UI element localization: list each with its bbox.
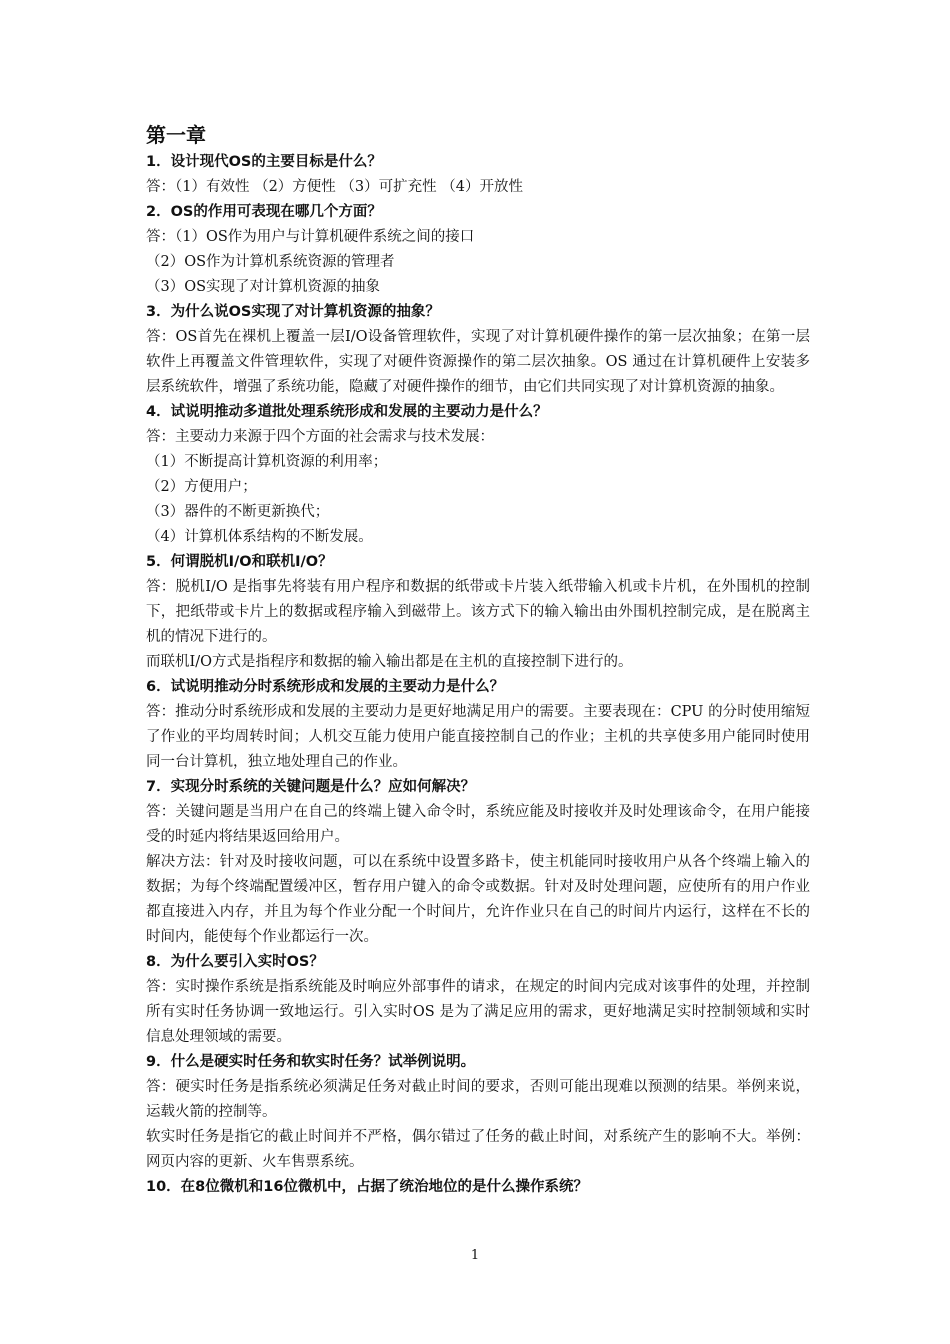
chapter-title: 第一章: [146, 123, 206, 147]
answer-4-para-5: （4）计算机体系结构的不断发展。: [146, 529, 373, 545]
answer-4-para-1: 答：主要动力来源于四个方面的社会需求与技术发展：: [146, 429, 494, 445]
document-page: [146, 120, 810, 1200]
answer-2-para-1: 答：（1）OS作为用户与计算机硬件系统之间的接口: [146, 229, 475, 245]
question-3: 3．为什么说OS实现了对计算机资源的抽象？: [146, 304, 440, 320]
answer-5-para-2: 而联机I/O方式是指程序和数据的输入输出都是在主机的直接控制下进行的。: [146, 654, 633, 670]
answer-4-para-2: （1）不断提高计算机资源的利用率；: [146, 454, 388, 470]
question-7: 7．实现分时系统的关键问题是什么？应如何解决？: [146, 779, 476, 795]
answer-4-para-4: （3）器件的不断更新换代；: [146, 504, 330, 520]
answer-7-para-1: 答：关键问题是当用户在自己的终端上键入命令时，系统应能及时接收并及时处理该命令，在用户能接受的时延内将结果返回给用户。: [146, 804, 810, 845]
question-2: 2．OS的作用可表现在哪几个方面？: [146, 204, 382, 220]
page-number: 1: [470, 1248, 480, 1263]
question-9: 9．什么是硬实时任务和软实时任务？试举例说明。: [146, 1054, 476, 1070]
answer-5-para-1: 答：脱机I/O 是指事先将装有用户程序和数据的纸带或卡片装入纸带输入机或卡片机，在外围机的控制下，把纸带或卡片上的数据或程序输入到磁带上。该方式下的输入输出由外围机控制完成，是在脱离主机的情况下进行的。: [146, 579, 810, 645]
question-6: 6．试说明推动分时系统形成和发展的主要动力是什么？: [146, 679, 505, 695]
answer-9-para-2: 软实时任务是指它的截止时间并不严格，偶尔错过了任务的截止时间，对系统产生的影响不大。举例：网页内容的更新、火车售票系统。: [146, 1129, 810, 1170]
question-1: 1．设计现代OS的主要目标是什么？: [146, 154, 382, 170]
question-8: 8．为什么要引入实时OS？: [146, 954, 324, 970]
answer-7-para-2: 解决方法：针对及时接收问题，可以在系统中设置多路卡，使主机能同时接收用户从各个终端上输入的数据；为每个终端配置缓冲区，暂存用户键入的命令或数据。针对及时处理问题，应使所有的用户作业都直接进入内存，并且为每个作业分配一个时间片，允许作业只在自己的时间片内运行，这样在不长的时间内，能使每个作业都运行一次。: [146, 854, 810, 945]
answer-8-para-1: 答：实时操作系统是指系统能及时响应外部事件的请求，在规定的时间内完成对该事件的处理，并控制所有实时任务协调一致地运行。引入实时OS 是为了满足应用的需求，更好地满足实时控制领域和实时信息处理领域的需要。: [146, 979, 810, 1045]
question-5: 5．何谓脱机I/O和联机I/O？: [146, 554, 333, 570]
answer-2-para-3: （3）OS实现了对计算机资源的抽象: [146, 279, 381, 295]
answer-2-para-2: （2）OS作为计算机系统资源的管理者: [146, 254, 395, 270]
answer-4-para-3: （2）方便用户；: [146, 479, 257, 495]
question-4: 4．试说明推动多道批处理系统形成和发展的主要动力是什么？: [146, 404, 548, 420]
answer-3-para-1: 答：OS首先在裸机上覆盖一层I/O设备管理软件，实现了对计算机硬件操作的第一层次抽象；在第一层软件上再覆盖文件管理软件，实现了对硬件资源操作的第二层次抽象。OS 通过在计算机硬件上安装多层系统软件，增强了系统功能，隐藏了对硬件操作的细节，由它们共同实现了对计算机资源的抽象。: [146, 329, 810, 395]
qa-list: [146, 150, 810, 1200]
answer-1-para-1: 答：（1）有效性 （2）方便性 （3）可扩充性 （4）开放性: [146, 179, 523, 195]
answer-6-para-1: 答：推动分时系统形成和发展的主要动力是更好地满足用户的需要。主要表现在：CPU 的分时使用缩短了作业的平均周转时间；人机交互能力使用户能直接控制自己的作业；主机的共享使多用户能同时使用同一台计算机，独立地处理自己的作业。: [146, 704, 810, 770]
question-10: 10．在8位微机和16位微机中，占据了统治地位的是什么操作系统？: [146, 1179, 588, 1195]
answer-9-para-1: 答：硬实时任务是指系统必须满足任务对截止时间的要求，否则可能出现难以预测的结果。举例来说，运载火箭的控制等。: [146, 1079, 810, 1120]
